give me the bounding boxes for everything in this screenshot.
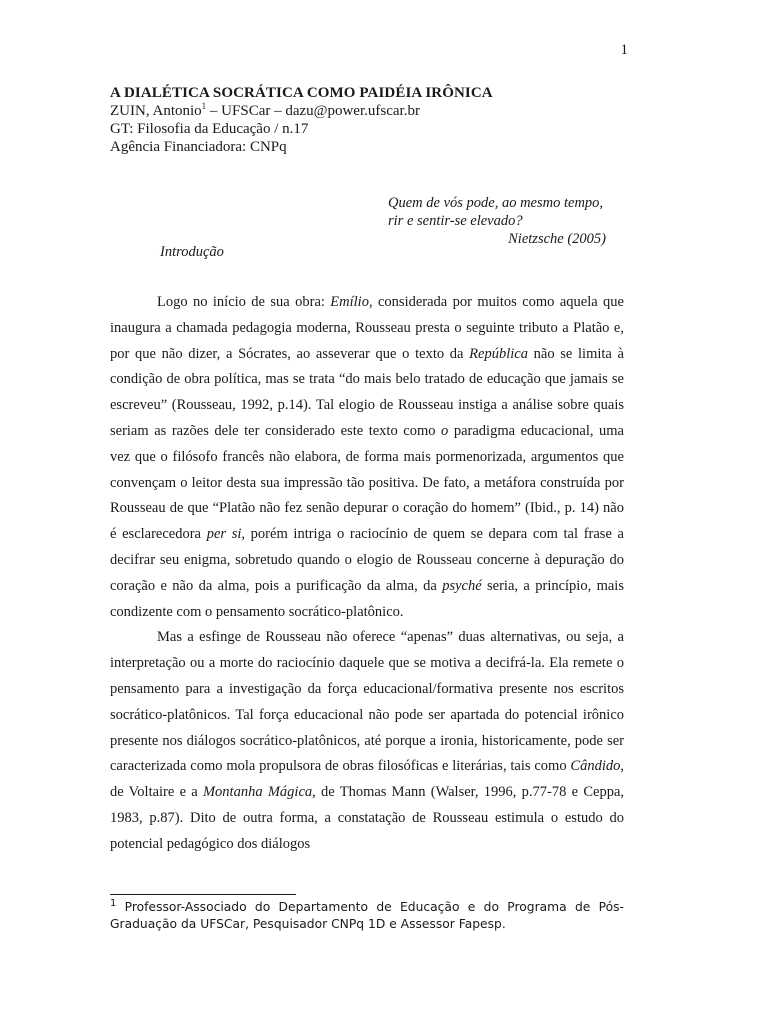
footnote-text: Professor-Associado do Departamento de Educação e do Programa de Pós-Graduação da UFSCar, Pesquisador CNPq 1D e Assessor Fapesp. <box>110 900 624 931</box>
text-run: paradigma educacional, uma vez que o filósofo francês não elabora, de forma mais pormenorizada, argumentos que convençam o leitor desta sua impressão tão positiva. De fato, a metáfora construída por Rousseau de que “Platão não fez senão depurar o coração do homem” (Ibid., p. 14) não é esclarecedora <box>110 422 624 543</box>
italic-montanha-magica: Montanha Mágica <box>202 784 313 801</box>
epigraph-line-2: rir e sentir-se elevado? <box>388 213 523 229</box>
text-run: seria, a princípio, mais condizente com o pensamento socrático-platônico. <box>110 577 624 620</box>
funding-agency-line: Agência Financiadora: CNPq <box>110 139 287 155</box>
italic-psyche: psyché <box>442 577 482 594</box>
italic-emilio: Emílio <box>330 294 369 310</box>
working-group-line: GT: Filosofia da Educação / n.17 <box>110 121 309 137</box>
text-run: , considerada por muitos como aquela que inaugura a chamada pedagogia moderna, Rousseau presta o seguinte tributo a Platão e, por que não dizer, a Sócrates, ao asseverar que o texto da <box>110 294 624 362</box>
text-run: Logo no início de sua obra: <box>157 294 331 310</box>
footnote-reference: 1 <box>201 101 207 111</box>
epigraph-attribution: Nietzsche (2005) <box>508 231 606 247</box>
section-heading: Introdução <box>160 244 224 260</box>
italic-o: o <box>441 422 449 439</box>
text-run: , de Voltaire e a <box>110 758 624 801</box>
epigraph-line-1: Quem de vós pode, ao mesmo tempo, <box>388 195 604 211</box>
paragraph-1 <box>110 290 624 625</box>
document-header <box>110 84 650 156</box>
paragraph-2 <box>110 625 624 857</box>
footnote-separator <box>110 894 296 895</box>
footnote <box>110 899 624 933</box>
author-affiliation: – UFSCar – dazu@power.ufscar.br <box>206 103 420 119</box>
text-run: , de Thomas Mann (Walser, 1996, p.77-78 e Ceppa, 1983, p.87). Dito de outra forma, a constatação de Rousseau estimula o estudo do potencial pedagógico dos diálogos <box>110 784 625 852</box>
epigraph <box>388 194 618 248</box>
italic-per-si: per si <box>206 526 242 543</box>
page-number: 1 <box>620 42 628 58</box>
italic-candido: Cândido <box>570 758 621 775</box>
text-run: não se limita à condição de obra política, mas se trata “do mais belo tratado de educação que jamais se escreveu” (Rousseau, 1992, p.14). Tal elogio de Rousseau instiga a análise sobre quais seriam as razões dele ter considerado este texto como <box>110 345 624 439</box>
document-title: A DIALÉTICA SOCRÁTICA COMO PAIDÉIA IRÔNICA <box>110 85 493 101</box>
author-line <box>110 102 650 120</box>
text-run: Mas a esfinge de Rousseau não oferece “apenas” duas alternativas, ou seja, a interpretação ou a morte do raciocínio daquele que se motiva a decifrá-la. Ela remete o pensamento para a investigação da força educacional/formativa presente nos escritos socrático-platônicos. Tal força educacional não pode ser apartada do potencial irônico presente nos diálogos socrático-platônicos, até porque a ironia, historicamente, pode ser caracterizada como mola propulsora de obras filosóficas e literárias, tais como <box>110 629 624 775</box>
text-run: , porém intriga o raciocínio de quem se depara com tal frase a decifrar seu enigma, sobretudo quando o elogio de Rousseau concerne à depuração do coração e não da alma, pois a purificação da alma, da <box>110 526 624 594</box>
body-text <box>110 290 624 858</box>
italic-republica: República <box>469 345 528 362</box>
footnote-mark: 1 <box>110 897 117 909</box>
author-name: ZUIN, Antonio <box>110 103 202 119</box>
